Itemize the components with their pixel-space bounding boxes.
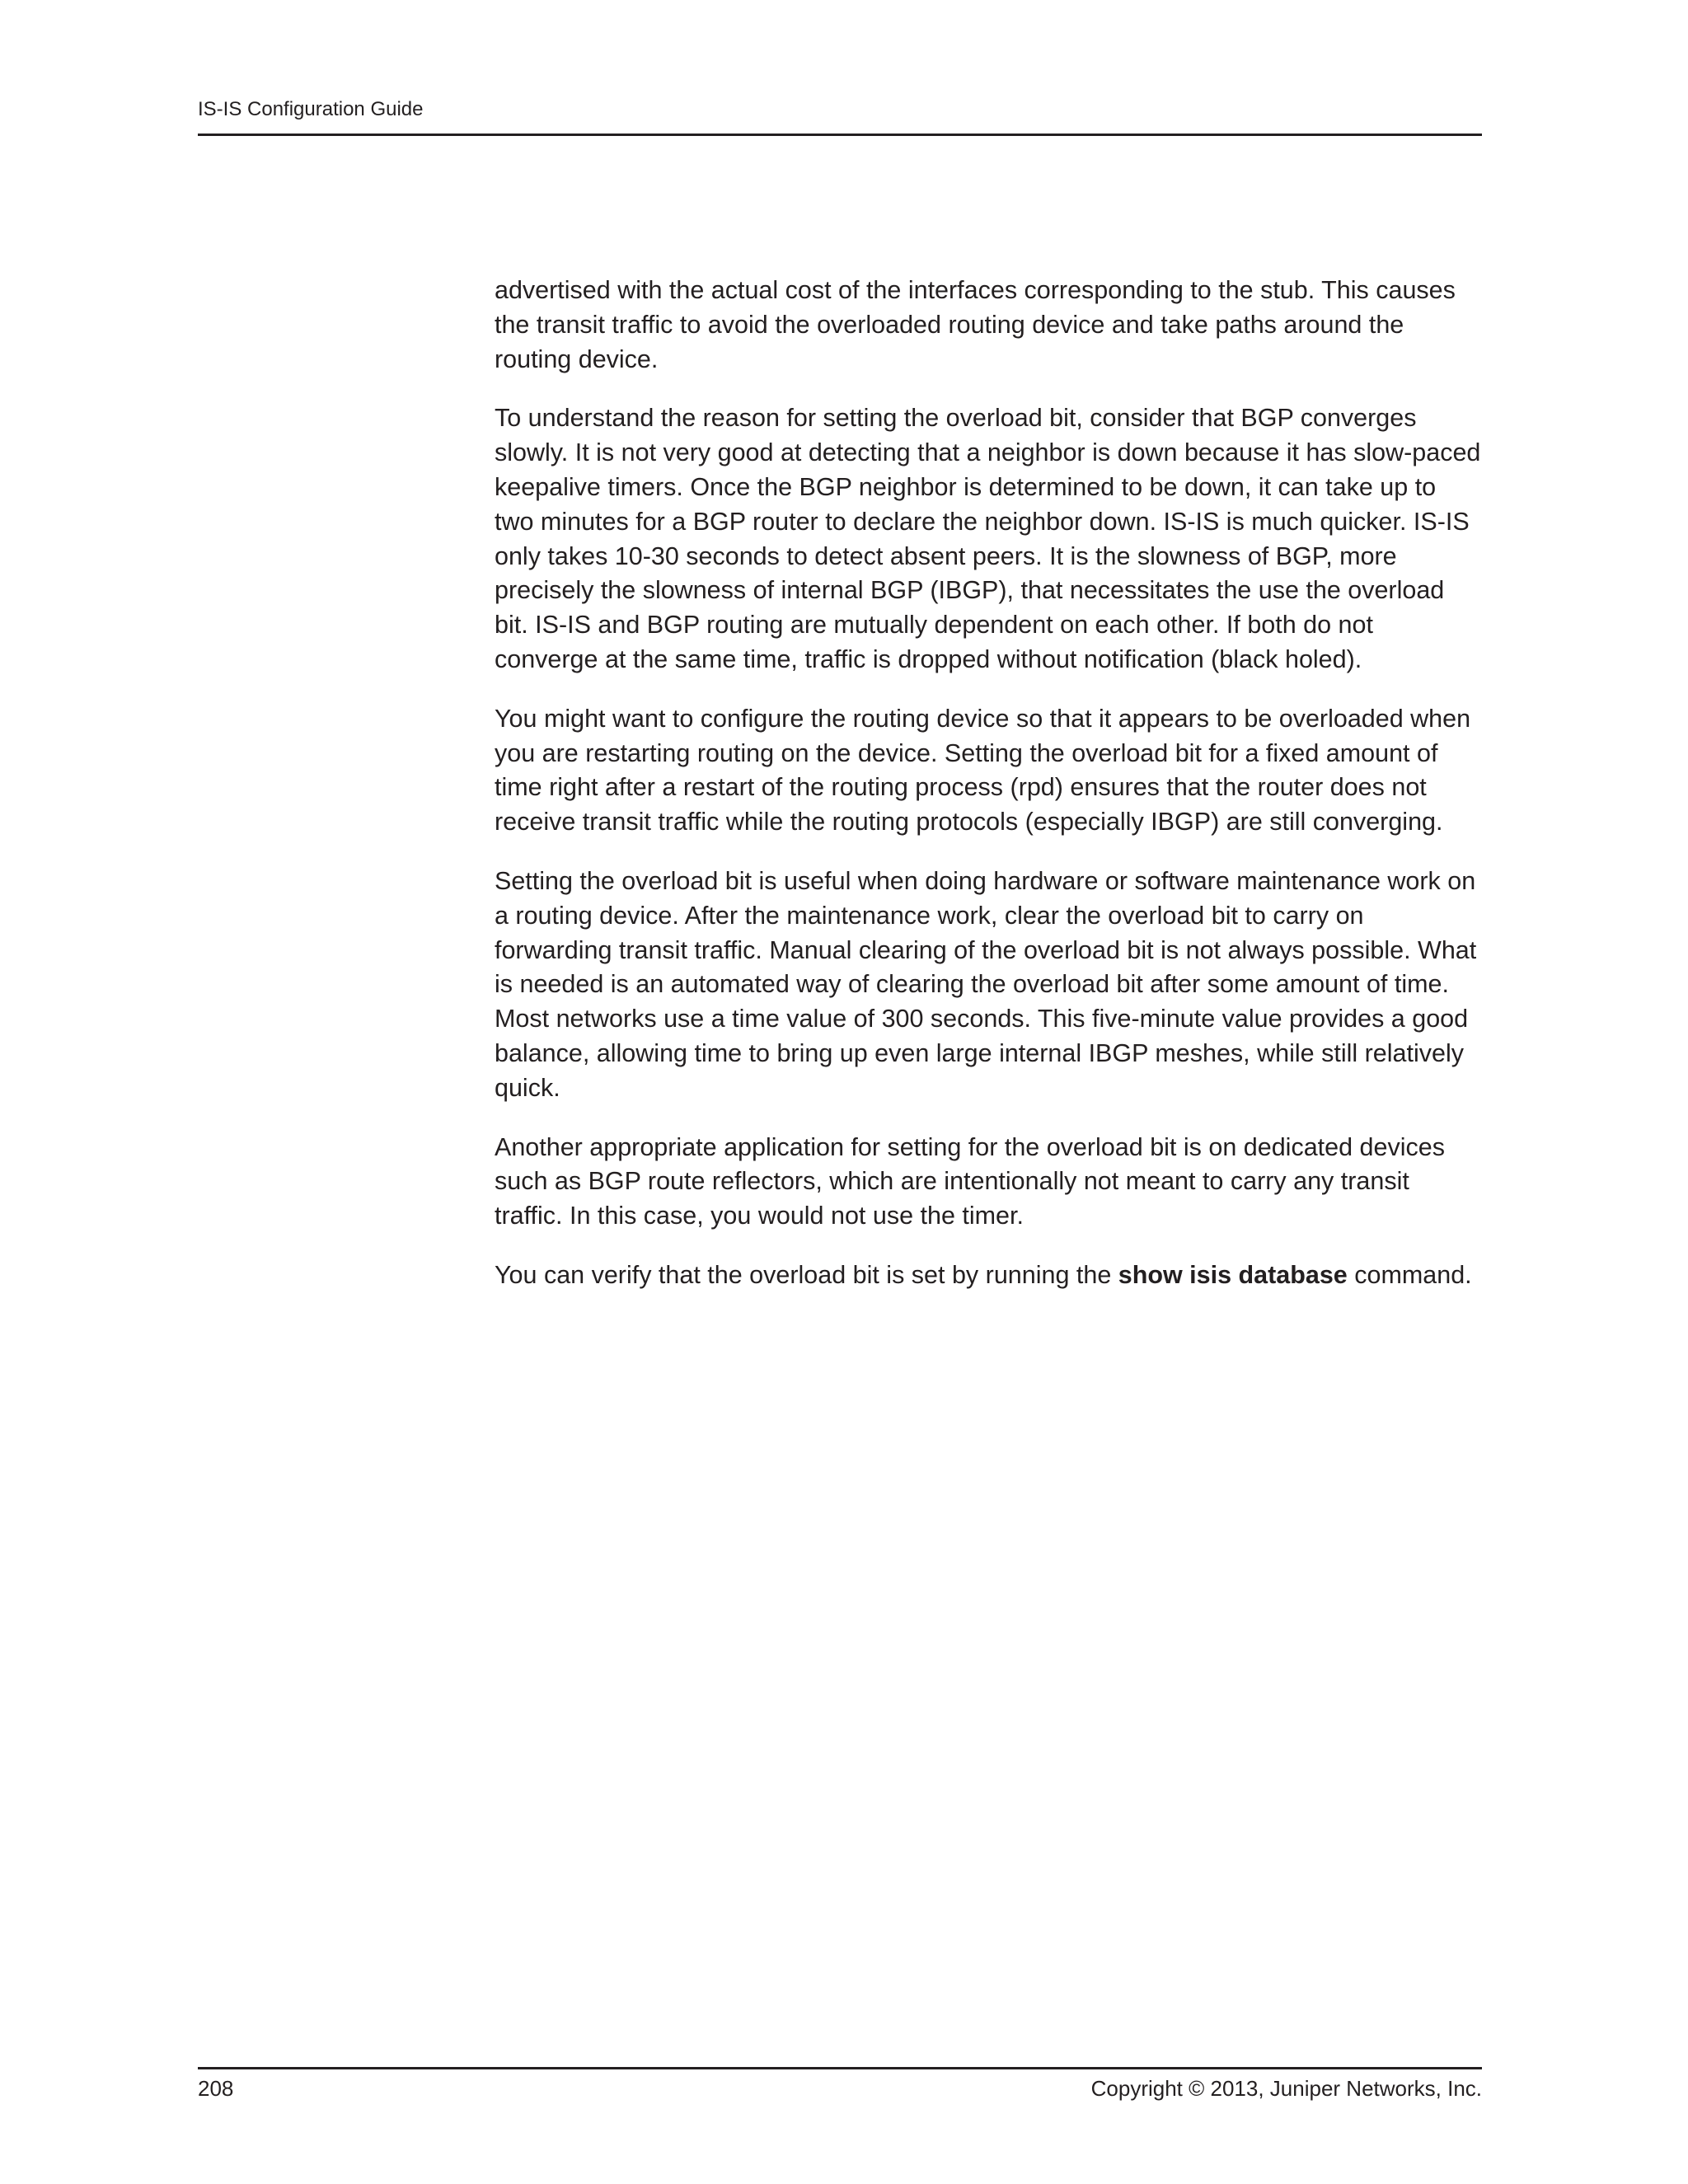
copyright-notice: Copyright © 2013, Juniper Networks, Inc. — [1090, 2076, 1482, 2101]
header-divider — [198, 134, 1482, 136]
body-content — [495, 274, 1482, 1318]
paragraph-stub-cost: advertised with the actual cost of the interfaces corresponding to the stub. This causes the transit traffic to avoid the overloaded routing device and take paths around the routing device. — [495, 276, 1456, 373]
verify-text-before: You can verify that the overload bit is set by running the — [495, 1260, 1118, 1289]
paragraph-bgp-convergence: To understand the reason for setting the overload bit, consider that BGP converges slowly. It is not very good at detecting that a neighbor is down because it has slow-paced keepalive timers. Once the BGP neighbor is determined to be down, it can take up to two minutes for a BGP router to declare the neighbor down. IS-IS is much quicker. IS-IS only takes 10-30 seconds to detect absent peers. It is the slowness of BGP, more precisely the slowness of internal BGP (IBGP), that necessitates the use the overload bit. IS-IS and BGP routing are mutually dependent on each other. If both do not converge at the same time, traffic is dropped without notification (black holed). — [495, 404, 1481, 673]
footer-divider — [198, 2067, 1482, 2069]
paragraph-maintenance: Setting the overload bit is useful when doing hardware or software maintenance work on a routing device. After the maintenance work, clear the overload bit to carry on forwarding transit traffic. Manual clearing of the overload bit is not always possible. What is needed is an automated way of clearing the overload bit after some amount of time. Most networks use a time value of 300 seconds. This five-minute value provides a good balance, allowing time to bring up even large internal IBGP meshes, while still relatively quick. — [495, 866, 1477, 1102]
paragraph-restart-overload: You might want to configure the routing device so that it appears to be overloaded when you are restarting routing on the device. Setting the overload bit for a fixed amount of time right after a restart of the routing process (rpd) ensures that the router does not receive transit traffic while the routing protocols (especially IBGP) are still converging. — [495, 704, 1471, 837]
document-title: IS-IS Configuration Guide — [198, 98, 424, 120]
paragraph-route-reflectors: Another appropriate application for setting for the overload bit is on dedicated devices such as BGP route reflectors, which are intentionally not meant to carry any transit traffic. In this case, you would not use the timer. — [495, 1132, 1445, 1230]
command-name: show isis database — [1118, 1260, 1348, 1289]
page-header — [198, 97, 1482, 122]
verify-text-after: command. — [1347, 1260, 1472, 1289]
page-number: 208 — [198, 2076, 234, 2101]
paragraph-verify — [495, 1258, 1482, 1293]
